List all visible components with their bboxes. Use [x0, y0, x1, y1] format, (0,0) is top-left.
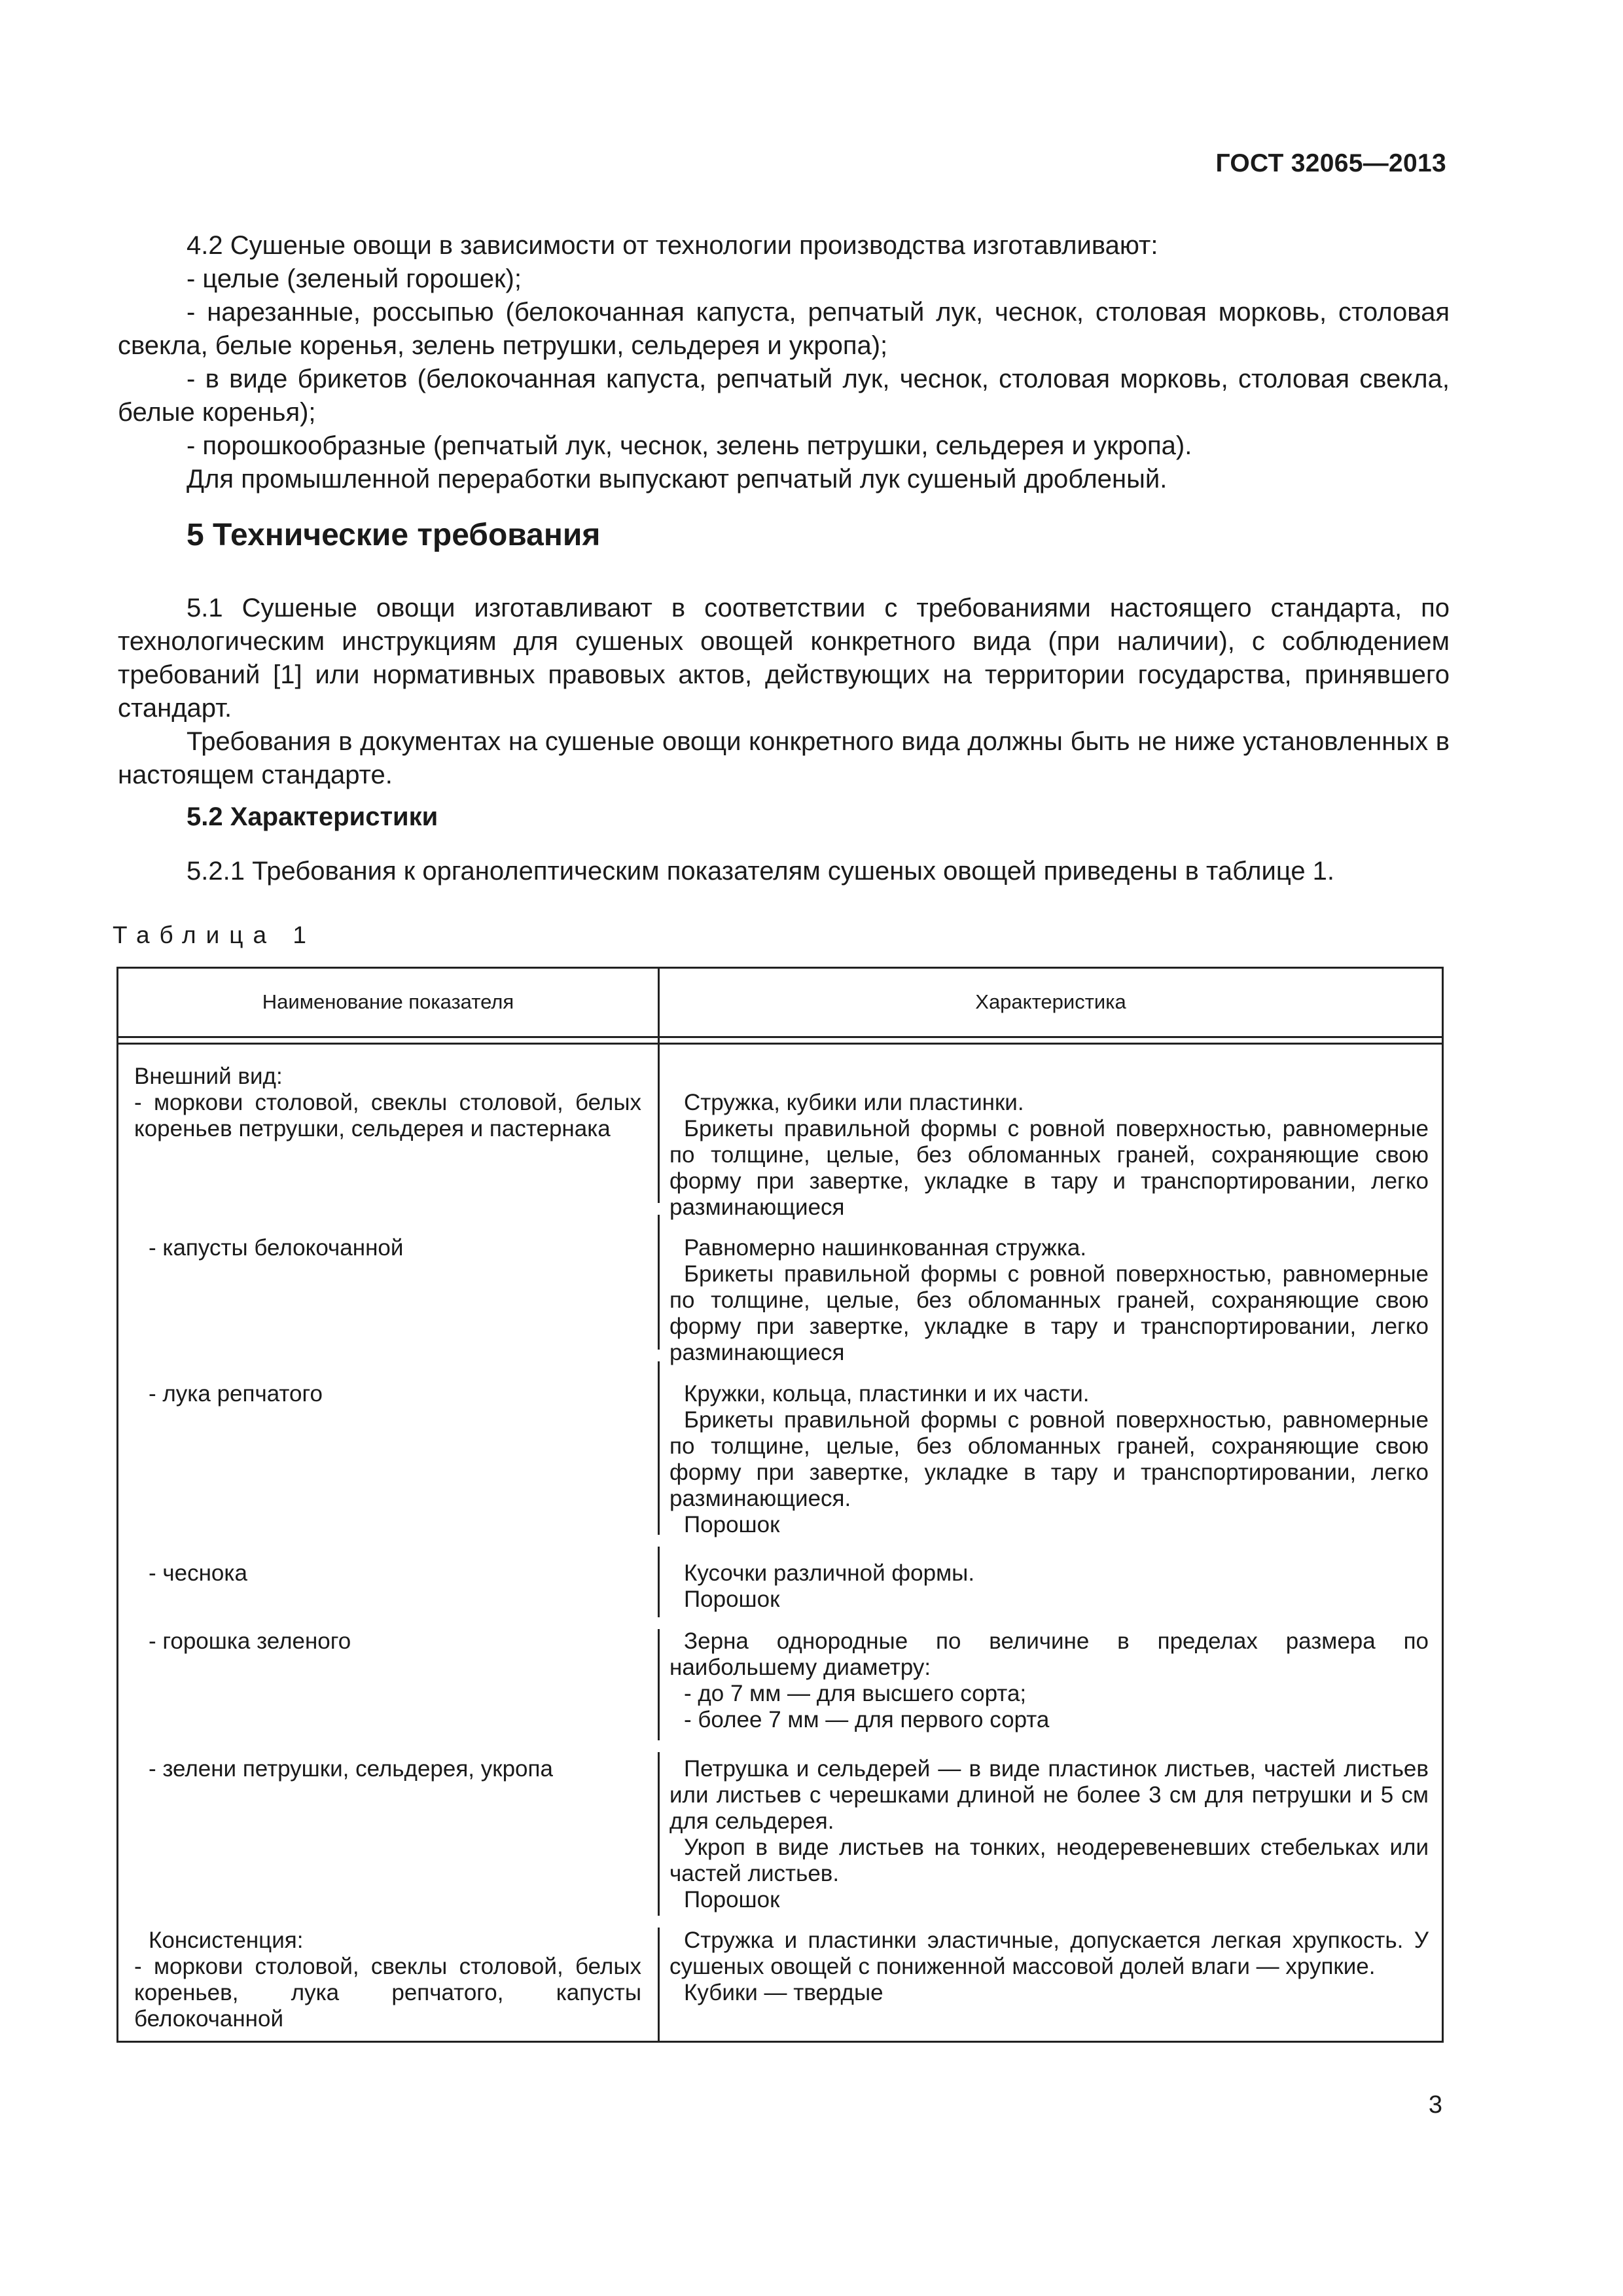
- cell-text: Брикеты правильной формы с ровной поверхностью, равномерные по толщине, целые, без обломанных граней, сохраняющие свою форму при завертке, укладке в тару и транспортировании, легко разминающиеся: [669, 1116, 1429, 1220]
- document-header: ГОСТ 32065—2013: [1215, 149, 1446, 177]
- list-item-whole: - целые (зеленый горошек);: [187, 264, 522, 293]
- cell-text: Кусочки различной формы.: [684, 1560, 975, 1586]
- cell-text: - моркови столовой, свеклы столовой, белых кореньев, лука репчатого, капусты белокочанной: [134, 1954, 641, 2032]
- table-column-divider: [658, 1928, 660, 2043]
- paragraph-5-2-1: 5.2.1 Требования к органолептическим показателям сушеных овощей приведены в таблице 1.: [187, 857, 1335, 886]
- cell-text: Брикеты правильной формы с ровной поверхностью, равномерные по толщине, целые, без обломанных граней, сохраняющие свою форму при завертке, укладке в тару и транспортировании, легко разминающиеся: [669, 1261, 1429, 1365]
- table-row-right: [669, 1235, 1429, 1366]
- cell-text: - зелени петрушки, сельдерея, укропа: [149, 1756, 553, 1782]
- section-title: 5 Технические требования: [187, 518, 601, 552]
- cell-text: - капусты белокочанной: [149, 1235, 404, 1261]
- table-row-left: [134, 1560, 641, 1587]
- cell-text: Укроп в виде листьев на тонких, неодеревеневших стебельках или частей листьев.: [669, 1835, 1429, 1886]
- cell-text: Кубики — твердые: [684, 1980, 883, 2005]
- table-row-right: [669, 1090, 1429, 1221]
- cell-text: Стружка, кубики или пластинки.: [684, 1090, 1024, 1115]
- table-row-right: [669, 1928, 1429, 2006]
- table-row-right: [669, 1381, 1429, 1538]
- table-header-divider: [116, 1036, 1444, 1038]
- table-row-left: [134, 1628, 641, 1655]
- table-row-left: [134, 1235, 641, 1261]
- list-item-cut: - нарезанные, россыпью (белокочанная капуста, репчатый лук, чеснок, столовая морковь, столовая свекла, белые коренья, зелень петрушки, сельдерея и укропа);: [118, 298, 1450, 360]
- table-row-right: [669, 1560, 1429, 1613]
- cell-text: Порошок: [684, 1587, 780, 1612]
- table-row-left: [134, 1928, 641, 2032]
- page-number: 3: [1428, 2091, 1442, 2119]
- cell-text: Внешний вид:: [134, 1064, 283, 1089]
- table-row-left: [134, 1064, 641, 1142]
- table-column-divider: [658, 1361, 660, 1535]
- paragraph-5-1: 5.1 Сушеные овощи изготавливают в соответствии с требованиями настоящего стандарта, по технологическим инструкциям для сушеных овощей конкретного вида (при наличии), с соблюдением требований [1] или нормативных правовых актов, действующих на территории государства, принявшего стандарт.: [118, 594, 1450, 723]
- table-header-characteristic: Характеристика: [975, 990, 1126, 1013]
- cell-text: - горошка зеленого: [149, 1628, 351, 1654]
- table-row-right: [669, 1628, 1429, 1733]
- paragraph-industrial: Для промышленной переработки выпускают репчатый лук сушеный дробленый.: [187, 465, 1168, 493]
- table-column-divider: [658, 1547, 660, 1617]
- cell-text: - до 7 мм — для высшего сорта;: [684, 1681, 1027, 1706]
- cell-text: Порошок: [684, 1512, 780, 1537]
- cell-text: Зерна однородные по величине в пределах размера по наибольшему диаметру:: [669, 1628, 1429, 1680]
- cell-text: Петрушка и сельдерей — в виде пластинок листьев, частей листьев или листьев с черешками длиной не более 3 см для петрушки и 5 см для сельдерея.: [669, 1756, 1429, 1834]
- cell-text: Кружки, кольца, пластинки и их части.: [684, 1381, 1090, 1407]
- table-header-indicator: Наименование показателя: [262, 990, 514, 1013]
- table-column-divider: [658, 1215, 660, 1350]
- cell-text: - чеснока: [149, 1560, 247, 1586]
- table-column-divider: [658, 1629, 660, 1740]
- cell-text: Стружка и пластинки эластичные, допускается легкая хрупкость. У сушеных овощей с пониженной массовой долей влаги — хрупкие.: [669, 1928, 1429, 1979]
- table-row-left: [134, 1381, 641, 1407]
- subsection-title: 5.2 Характеристики: [187, 802, 438, 831]
- table-caption: Таблица 1: [113, 922, 316, 948]
- list-item-powder: - порошкообразные (репчатый лук, чеснок, зелень петрушки, сельдерея и укропа).: [187, 431, 1192, 460]
- table-column-divider: [658, 1043, 660, 1203]
- list-item-briquettes: - в виде брикетов (белокочанная капуста, репчатый лук, чеснок, столовая морковь, столовая свекла, белые коренья);: [118, 365, 1450, 427]
- cell-text: Порошок: [684, 1887, 780, 1912]
- table-column-divider: [658, 1752, 660, 1916]
- table-header-divider-double: [116, 1043, 1444, 1045]
- table-row-right: [669, 1756, 1429, 1913]
- paragraph-requirements: Требования в документах на сушеные овощи конкретного вида должны быть не ниже установленных в настоящем стандарте.: [118, 727, 1450, 789]
- cell-text: - лука репчатого: [149, 1381, 323, 1407]
- cell-text: - моркови столовой, свеклы столовой, белых кореньев петрушки, сельдерея и пастернака: [134, 1090, 641, 1141]
- cell-text: Консистенция:: [149, 1928, 304, 1953]
- cell-text: - более 7 мм — для первого сорта: [684, 1707, 1050, 1732]
- table-row-left: [134, 1756, 641, 1782]
- cell-text: Брикеты правильной формы с ровной поверхностью, равномерные по толщине, целые, без обломанных граней, сохраняющие свою форму при завертке, укладке в тару и транспортировании, легко разминающиеся.: [669, 1407, 1429, 1511]
- paragraph-4-2: 4.2 Сушеные овощи в зависимости от технологии производства изготавливают:: [187, 231, 1158, 260]
- cell-text: Равномерно нашинкованная стружка.: [684, 1235, 1087, 1261]
